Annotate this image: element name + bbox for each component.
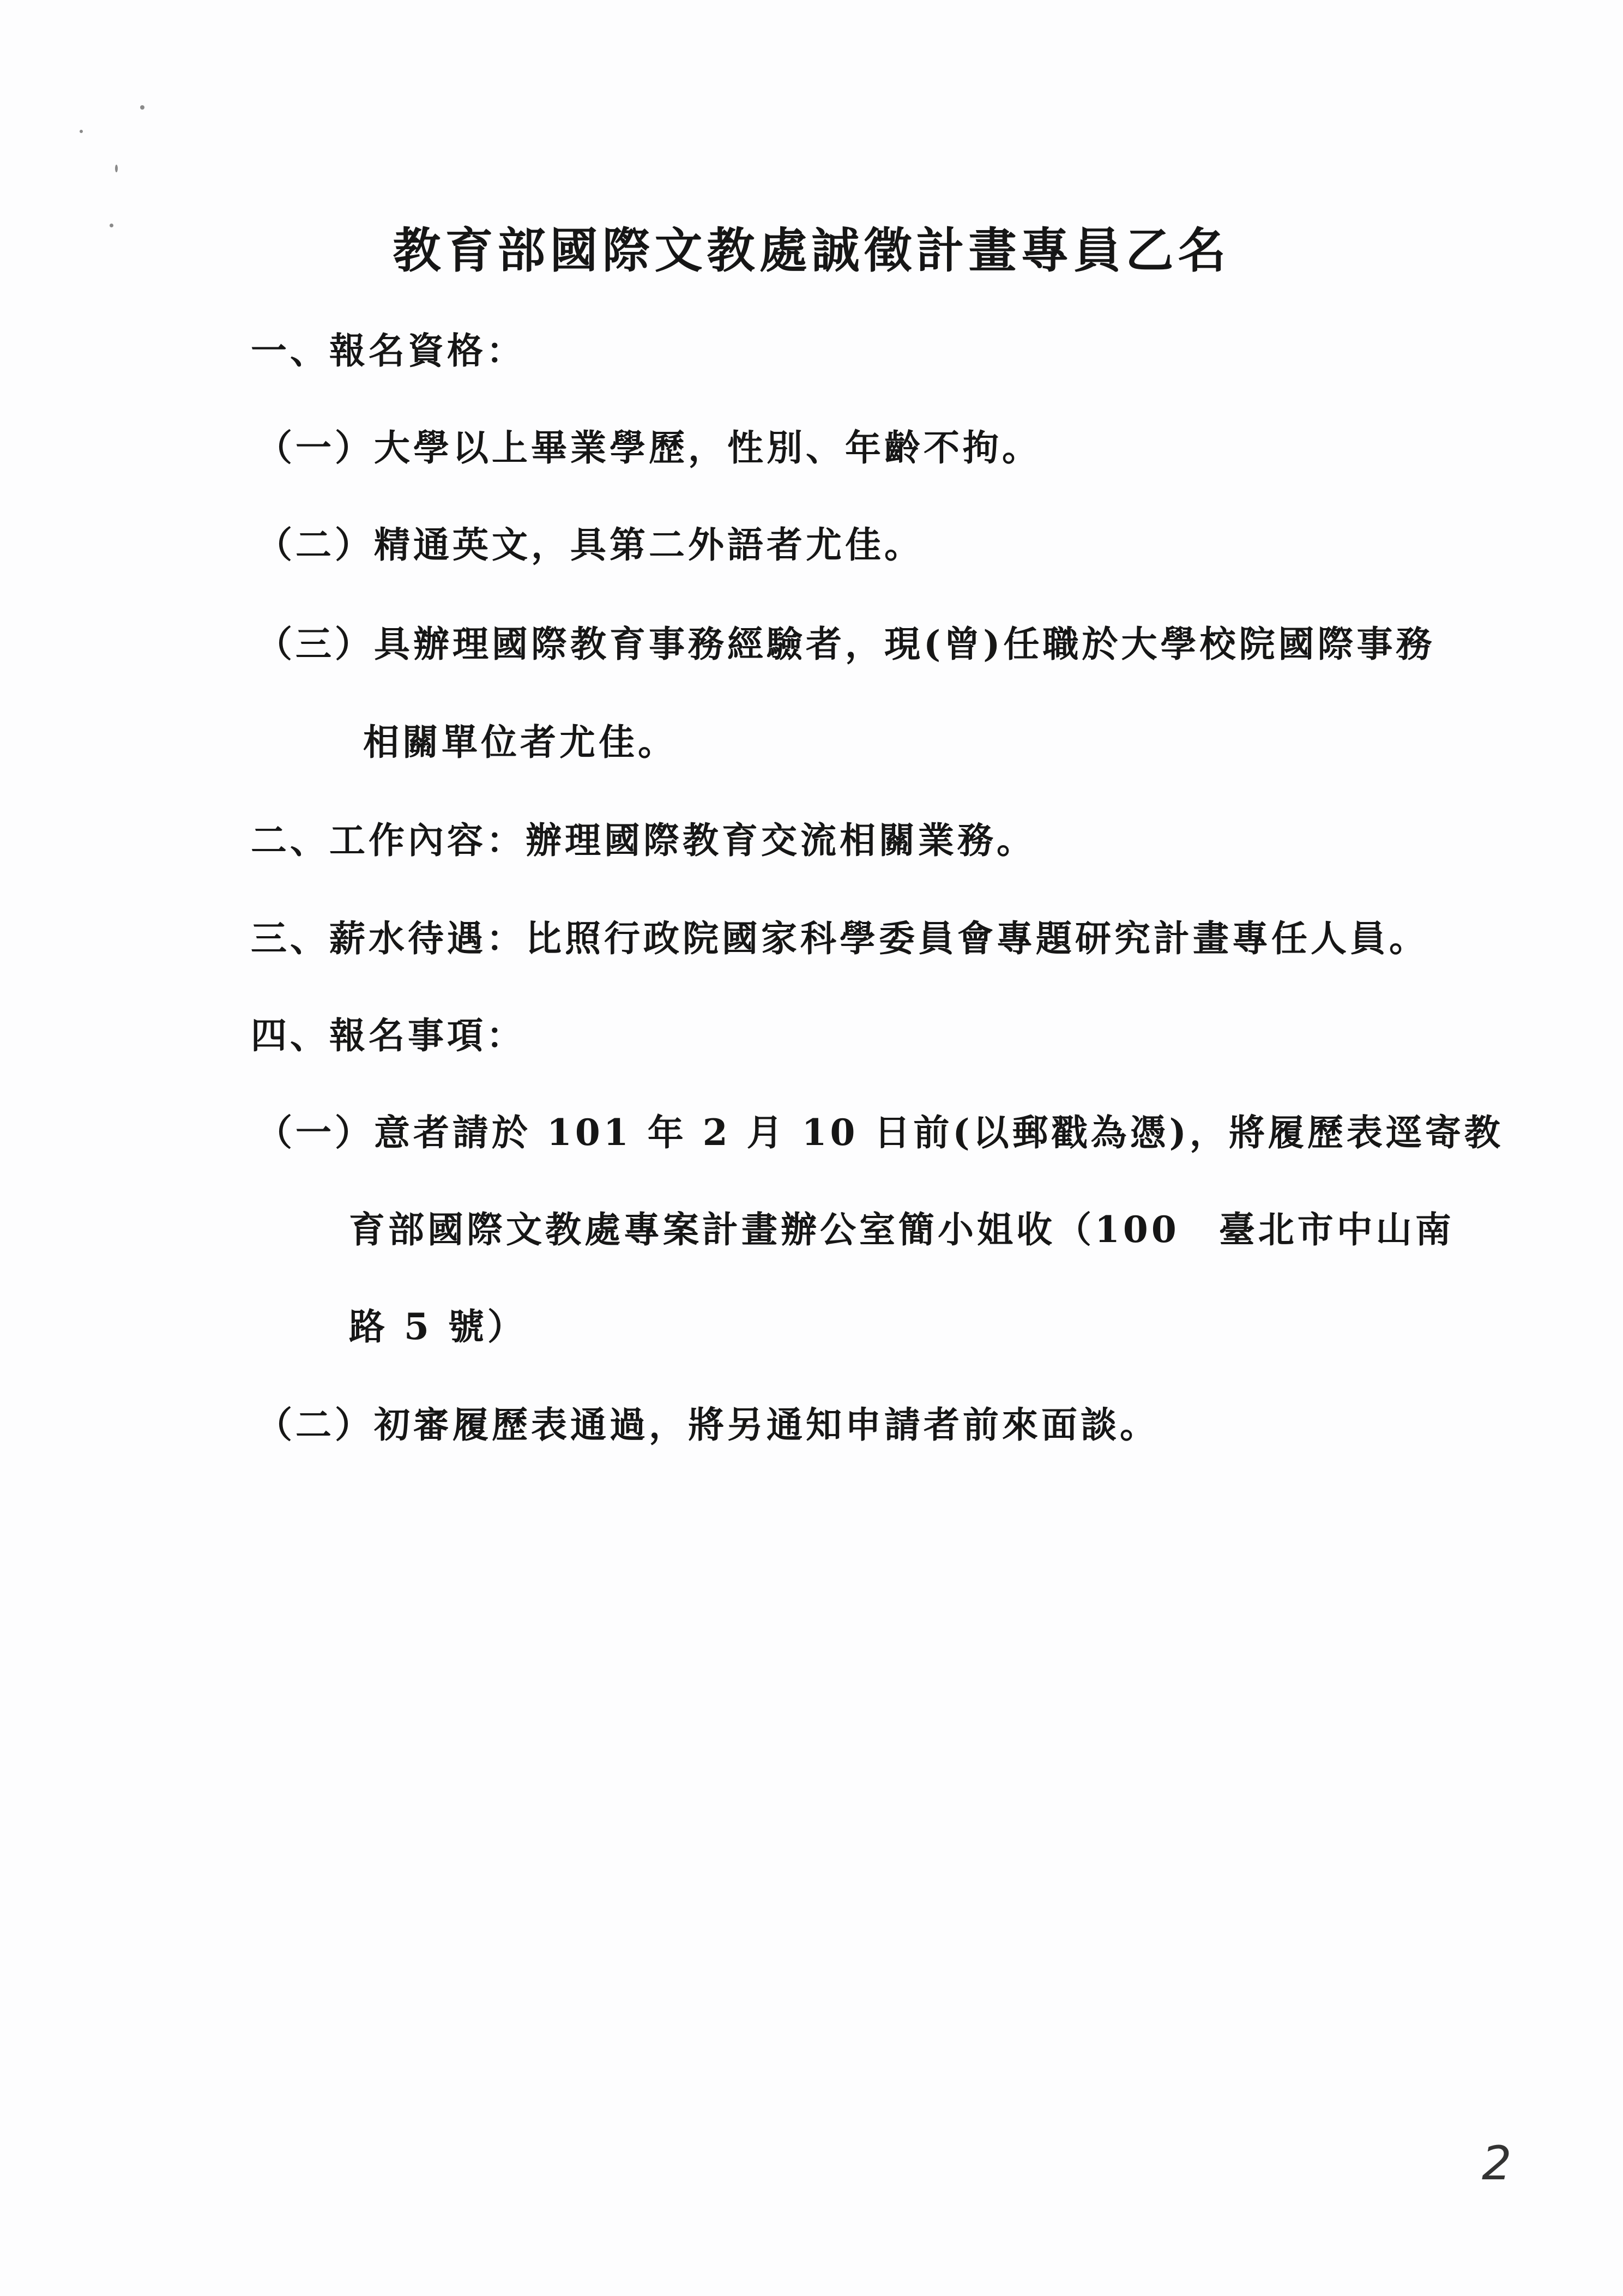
application-heading: 四、報名事項： [251,1014,526,1057]
work-content-line: 二、工作內容：辦理國際教育交流相關業務。 [251,819,1036,861]
page-number: 2 [1482,2136,1512,2191]
qualification-item-2: （二）精通英文，具第二外語者尤佳。 [256,523,924,566]
qualification-item-1: （一）大學以上畢業學歷，性別、年齡不拘。 [256,426,1041,469]
application-item-2: （二）初審履歷表通過，將另通知申請者前來面談。 [256,1403,1159,1446]
salary-line: 三、薪水待遇：比照行政院國家科學委員會專題研究計畫專任人員。 [251,917,1428,960]
scan-speck [140,105,144,110]
qualification-item-3-line-2: 相關單位者尤佳。 [363,721,677,763]
document-title: 教育部國際文教處誠徵計畫專員乙名 [393,222,1230,279]
qualification-item-3-line-1: （三）具辦理國際教育事務經驗者，現(曾)任職於大學校院國際事務 [256,623,1435,665]
application-item-1-line-3: 路 5 號） [349,1305,527,1348]
application-item-1-line-1: （一）意者請於 101 年 2 月 10 日前(以郵戳為憑)，將履歷表逕寄教 [256,1111,1504,1154]
application-item-1-line-2: 育部國際文教處專案計畫辦公室簡小姐收（100 臺北市中山南 [349,1208,1455,1251]
scan-speck [80,130,83,133]
qualifications-heading: 一、報名資格： [251,329,526,372]
scan-speck [115,165,118,172]
